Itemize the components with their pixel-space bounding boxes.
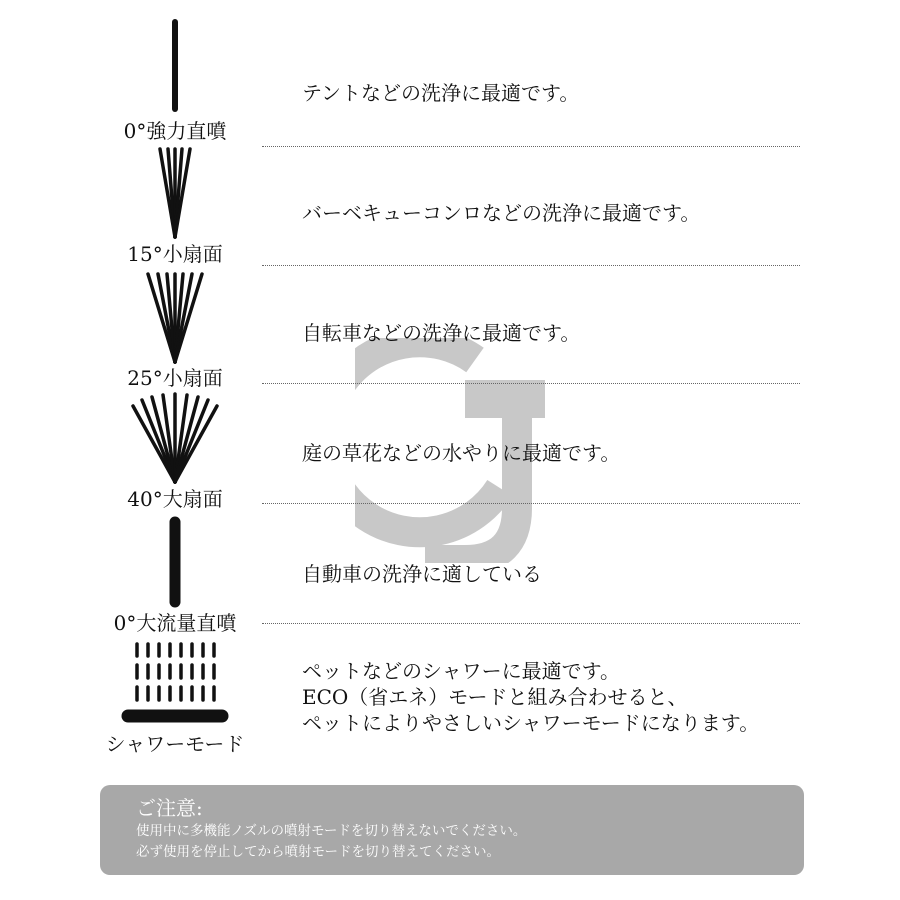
divider xyxy=(262,503,800,504)
mode-description-fan-15: バーベキューコンロなどの洗浄に最適です。 xyxy=(302,201,701,225)
high-flow-jet-icon xyxy=(160,516,190,608)
caution-line: 必ず使用を停止してから噴射モードを切り替えてください。 xyxy=(136,844,500,860)
mode-description-high-flow-jet: 自動車の洗浄に適している xyxy=(302,562,542,586)
mode-description-jet: テントなどの洗浄に最適です。 xyxy=(302,81,580,105)
mode-label-high-flow-jet: 0°大流量直噴 xyxy=(113,611,237,635)
mode-label-jet: 0°強力直噴 xyxy=(123,119,227,143)
mode-description-fan-25: 自転車などの洗浄に最適です。 xyxy=(302,321,581,345)
shower-icon xyxy=(120,640,230,725)
divider xyxy=(262,146,800,147)
caution-box xyxy=(100,785,804,875)
narrow-fan-15-icon xyxy=(150,145,200,241)
mode-label-fan-25: 25°小扇面 xyxy=(127,366,223,390)
mode-label-fan-40: 40°大扇面 xyxy=(127,487,223,511)
divider xyxy=(262,383,800,384)
divider xyxy=(262,623,800,624)
caution-line: 使用中に多機能ノズルの噴射モードを切り替えないでください。 xyxy=(136,823,527,839)
mode-description-shower: ペットなどのシャワーに最適です。 ECO（省エネ）モードと組み合わせると、 ペットによりやさしいシャワーモードになります。 xyxy=(302,659,760,735)
fan-25-icon xyxy=(140,270,210,366)
divider xyxy=(262,265,800,266)
mode-label-shower: シャワーモード xyxy=(105,732,245,756)
jet-stream-icon xyxy=(160,18,190,113)
mode-description-fan-40: 庭の草花などの水やりに最適です。 xyxy=(302,441,621,465)
mode-label-fan-15: 15°小扇面 xyxy=(127,242,223,266)
caution-title: ご注意: xyxy=(136,796,203,820)
wide-fan-40-icon xyxy=(128,392,222,486)
